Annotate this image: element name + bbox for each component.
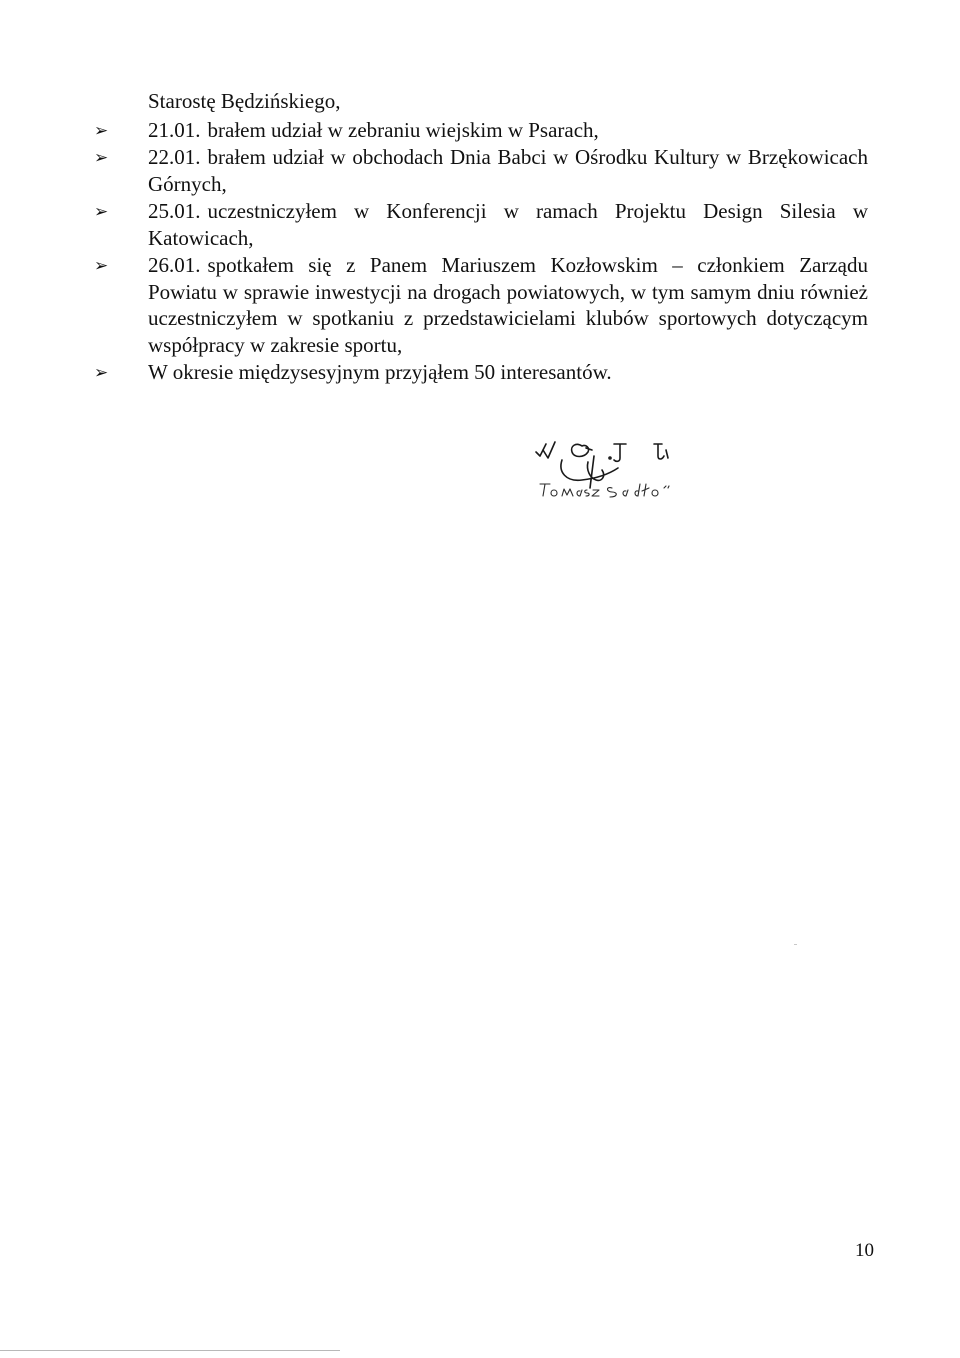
report-body — [94, 88, 868, 387]
arrow-bullet-icon: ➢ — [94, 202, 109, 222]
signature-drawing — [530, 432, 700, 502]
item-date: 25.01. — [148, 199, 201, 223]
item-date: 22.01. — [148, 145, 201, 169]
item-date: 26.01. — [148, 253, 201, 277]
page-number: 10 — [855, 1240, 874, 1261]
arrow-bullet-icon: ➢ — [94, 363, 109, 383]
item-date: 21.01. — [148, 117, 201, 142]
arrow-bullet-icon: ➢ — [94, 148, 109, 168]
list-item — [94, 198, 868, 251]
activity-list — [94, 117, 868, 386]
item-text: brałem udział w zebraniu wiejskim w Psarach, — [207, 117, 599, 142]
handwritten-signature — [530, 432, 700, 502]
list-item — [94, 252, 868, 358]
item-text: spotkałem się z Panem Mariuszem Kozłowskim – członkiem Zarządu Powiatu w sprawie inwestycji na drogach powiatowych, w tym samym dniu również uczestniczyłem w spotkaniu z przedstawicielami klubów sportowych dotyczącym współpracy w zakresie sportu, — [148, 253, 868, 357]
continuation-text: Starostę Będzińskiego, — [148, 89, 341, 113]
list-item — [94, 144, 868, 197]
arrow-bullet-icon: ➢ — [94, 256, 109, 276]
scan-artifact-dot — [794, 944, 797, 945]
item-text: uczestniczyłem w Konferencji w ramach Projektu Design Silesia w Katowicach, — [148, 199, 868, 250]
scan-artifact-line — [0, 1350, 340, 1351]
list-item — [94, 117, 868, 144]
item-text: brałem udział w obchodach Dnia Babci w Ośrodku Kultury w Brzękowicach Górnych, — [148, 145, 868, 196]
item-text: W okresie międzysesyjnym przyjąłem 50 interesantów. — [148, 360, 612, 384]
arrow-bullet-icon: ➢ — [94, 120, 109, 141]
list-item — [94, 359, 868, 386]
